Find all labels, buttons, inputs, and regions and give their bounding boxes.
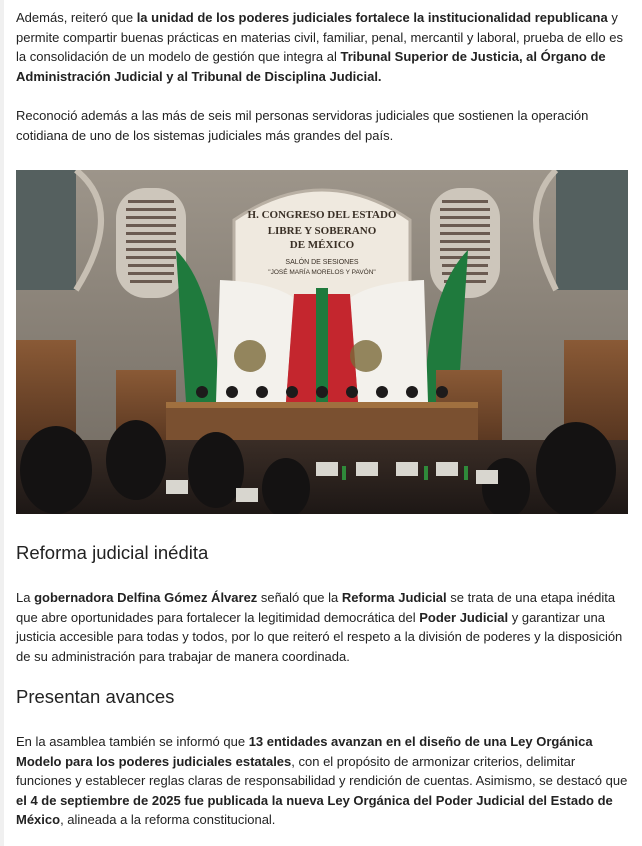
banner-text-4: SALÓN DE SESIONES (285, 259, 359, 266)
reforma-text: y garantizar una justicia accesible para todas y todos, por lo que reiteró el respeto a la división de poderes y la disposición de su administración para trabajar de manera coordinada. (16, 609, 623, 664)
heading-presentan-avances: Presentan avances (16, 686, 175, 707)
banner-text-5: "JOSÉ MARÍA MORELOS Y PAVÓN" (268, 269, 376, 276)
heading-reforma-judicial: Reforma judicial inédita (16, 542, 209, 563)
intro-bold-text: la unidad de los poderes judiciales fortalece la institucionalidad republicana (136, 10, 608, 25)
intro-bold-text: Tribunal Superior de Justicia, al Órgano de Administración Judicial y al Tribunal de Disciplina Judicial. (16, 49, 606, 84)
reforma-text: señaló que la (257, 590, 342, 605)
reforma-paragraph (16, 588, 630, 666)
avances-text: , alineada a la reforma constitucional. (60, 812, 276, 827)
reforma-bold-text: Reforma Judicial (341, 590, 447, 605)
banner-text-1: H. CONGRESO DEL ESTADO (247, 209, 397, 221)
reforma-bold-text: gobernadora Delfina Gómez Álvarez (34, 590, 258, 605)
reforma-text: se trata de una etapa inédita que abre oportunidades para fortalecer la legitimidad democrática del (16, 590, 616, 625)
left-border (0, 0, 4, 846)
avances-bold-text: 13 entidades avanzan en el diseño de una Ley Orgánica Modelo para los poderes judiciales estatales (16, 734, 593, 769)
intro-paragraph-2: Reconoció además a las más de seis mil personas servidoras judiciales que sostienen la operación cotidiana de uno de los sistemas judiciales más grandes del país. (16, 108, 589, 143)
avances-text: En la asamblea también se informó que (16, 734, 249, 749)
reforma-text: La (16, 590, 35, 605)
intro-paragraph-1 (16, 8, 630, 86)
intro-section (16, 8, 630, 145)
session-hall-photo (16, 170, 628, 514)
avances-text: , con el propósito de armonizar criterios, delimitar funciones y establecer reglas claras de responsabilidad y rendición de cuentas. Asimismo, se destacó que (16, 753, 628, 788)
reforma-bold-text: Poder Judicial (419, 609, 509, 625)
banner-text-3: DE MÉXICO (289, 239, 355, 251)
banner-text-2: LIBRE Y SOBERANO (267, 225, 377, 237)
intro-text: y permite compartir buenas prácticas en materias civil, familiar, penal, mercantil y laboral, prueba de ello es la consolidación de un modelo de gestión que integra al (16, 10, 623, 64)
avances-paragraph (16, 732, 630, 830)
intro-text: Además, reiteró que (16, 10, 137, 25)
avances-bold-text: el 4 de septiembre de 2025 fue publicada la nueva Ley Orgánica del Poder Judicial del Estado de México (16, 792, 613, 827)
